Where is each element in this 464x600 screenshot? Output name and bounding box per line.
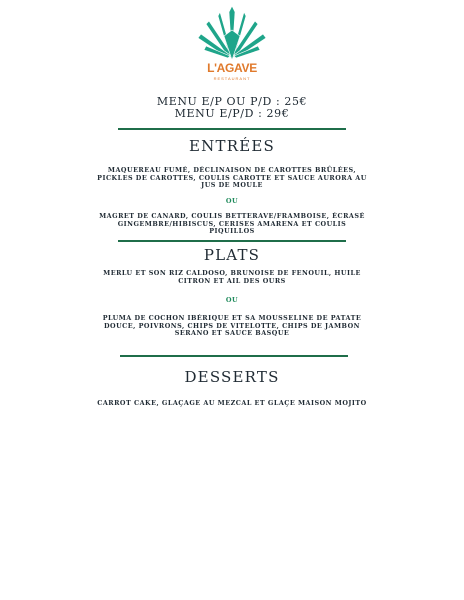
divider-top xyxy=(118,128,346,130)
dessert-dish-1: CARROT CAKE, GLAÇAGE AU MEZCAL ET GLAÇE MAISON MOJITO xyxy=(97,399,367,407)
agave-plant-icon xyxy=(196,6,268,62)
divider-plats xyxy=(120,355,348,357)
section-title-plats: PLATS xyxy=(203,246,261,264)
section-title-desserts: DESSERTS xyxy=(184,368,280,386)
menu-price-line-1: MENU E/P OU P/D : 25€ xyxy=(156,95,308,108)
menu-price-line-2: MENU E/P/D : 29€ xyxy=(174,107,290,120)
entree-dish-1: MAQUEREAU FUMÉ, DÉCLINAISON DE CAROTTES BRÛLÉES, PICKLES DE CAROTTES, COULIS CAROTTE ET SAUCE AURORA AU JUS DE MOULE xyxy=(97,166,367,189)
entree-or-separator: OU xyxy=(225,197,239,205)
section-title-entrees: ENTRÉES xyxy=(189,137,275,155)
logo-subtitle: RESTAURANT xyxy=(213,76,251,81)
plat-or-separator: OU xyxy=(225,296,239,304)
divider-entrees xyxy=(118,240,346,242)
logo-wordmark: L'AGAVE xyxy=(207,61,257,75)
entree-dish-2: MAGRET DE CANARD, COULIS BETTERAVE/FRAMBOISE, ÉCRASÉ GINGEMBRE/HIBISCUS, CERISES AMARENA ET COULIS PIQUILLOS xyxy=(99,212,365,235)
plat-dish-1: MERLU ET SON RIZ CALDOSO, BRUNOISE DE FENOUIL, HUILE CITRON ET AIL DES OURS xyxy=(103,269,361,285)
restaurant-logo xyxy=(196,6,268,90)
menu-prices xyxy=(0,96,464,120)
plat-dish-2: PLUMA DE COCHON IBÉRIQUE ET SA MOUSSELINE DE PATATE DOUCE, POIVRONS, CHIPS DE VITELOTTE, CHIPS DE JAMBON SERANO ET SAUCE BASQUE xyxy=(102,314,362,337)
